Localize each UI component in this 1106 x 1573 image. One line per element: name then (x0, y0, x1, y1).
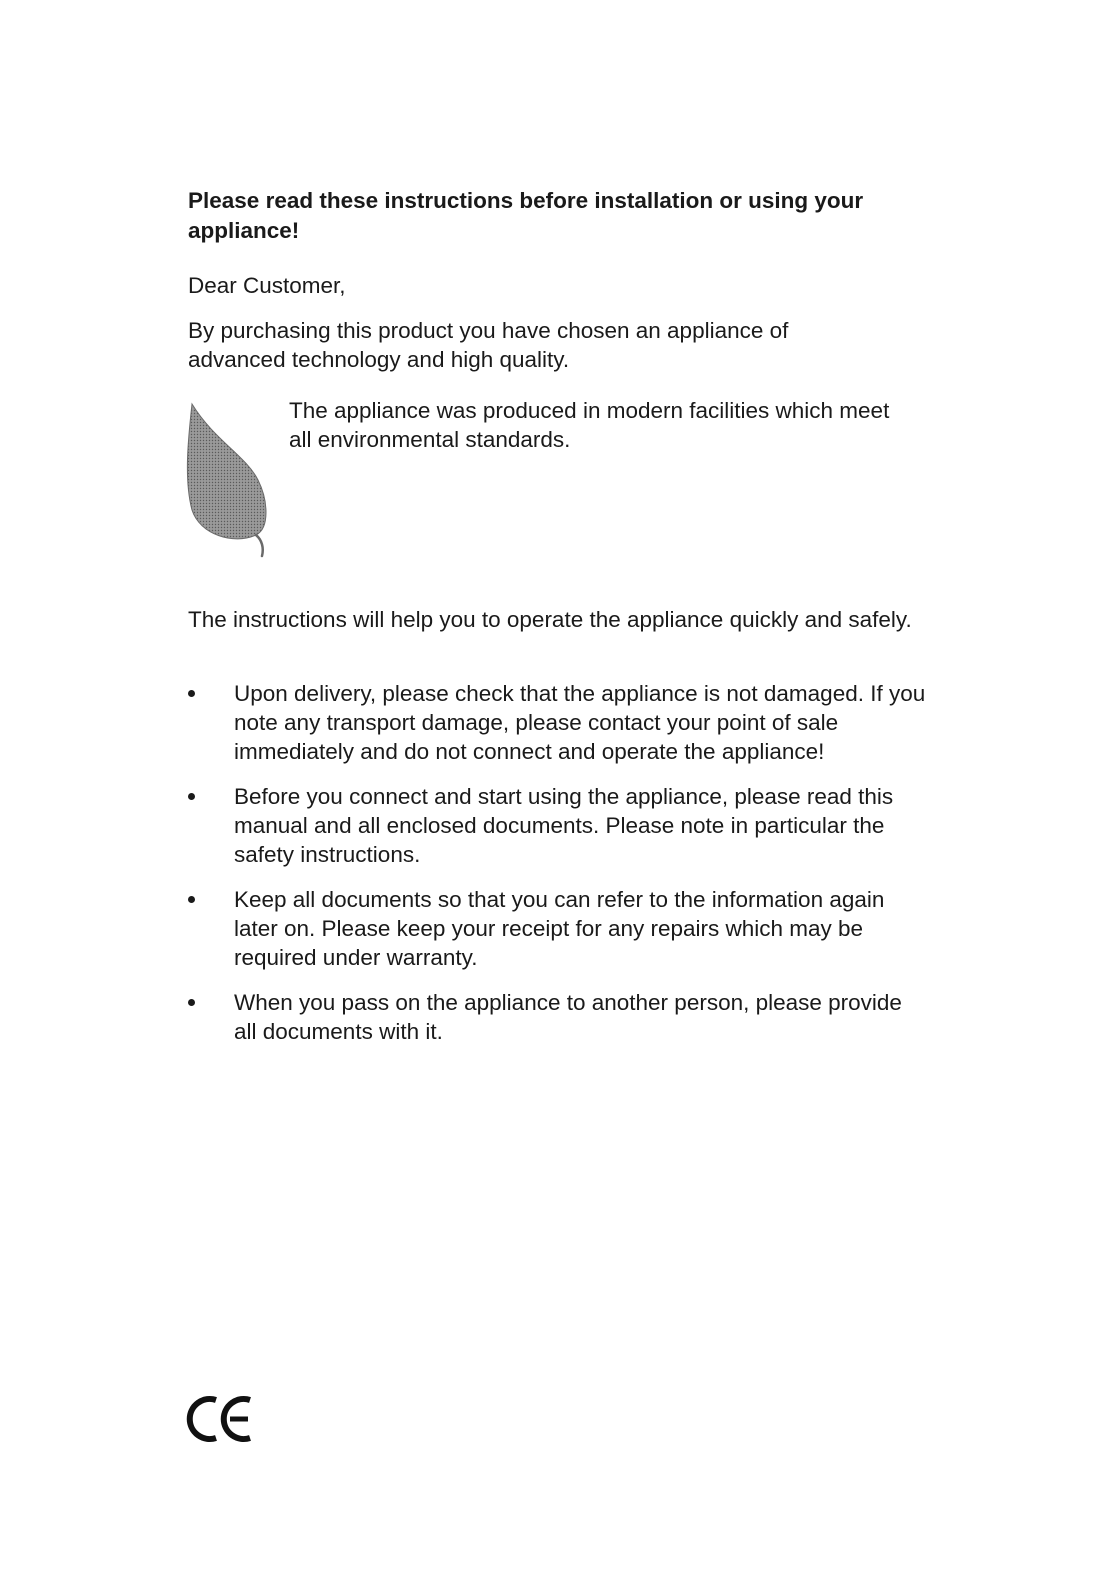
environment-note: The appliance was produced in modern facilities which meet all environmental standards. (289, 398, 890, 452)
intro-paragraph: By purchasing this product you have chosen an appliance of advanced technology and high quality. (188, 318, 789, 372)
list-item-text: Upon delivery, please check that the appliance is not damaged. If you note any transport damage, please contact your point of sale immediately and do not connect and operate the appliance! (234, 681, 926, 764)
bullet-icon (188, 793, 195, 800)
list-item-text: Before you connect and start using the appliance, please read this manual and all enclosed documents. Please note in particular the safety instructions. (234, 784, 894, 867)
page-heading: Please read these instructions before installation or using your appliance! (188, 188, 864, 243)
bullet-icon (188, 690, 195, 697)
list-item (188, 988, 928, 1046)
bullet-icon (188, 896, 195, 903)
ce-mark-icon (186, 1392, 256, 1446)
instructions-list (188, 679, 928, 1062)
leaf-icon (184, 400, 272, 558)
bullet-icon (188, 999, 195, 1006)
list-item-text: Keep all documents so that you can refer to the information again later on. Please keep your receipt for any repairs which may be required under warranty. (234, 887, 885, 970)
greeting-text: Dear Customer, (188, 273, 346, 298)
list-item (188, 782, 928, 869)
instructions-intro: The instructions will help you to operate the appliance quickly and safely. (188, 607, 912, 632)
list-item-text: When you pass on the appliance to another person, please provide all documents with it. (234, 990, 902, 1044)
list-item (188, 679, 928, 766)
list-item (188, 885, 928, 972)
